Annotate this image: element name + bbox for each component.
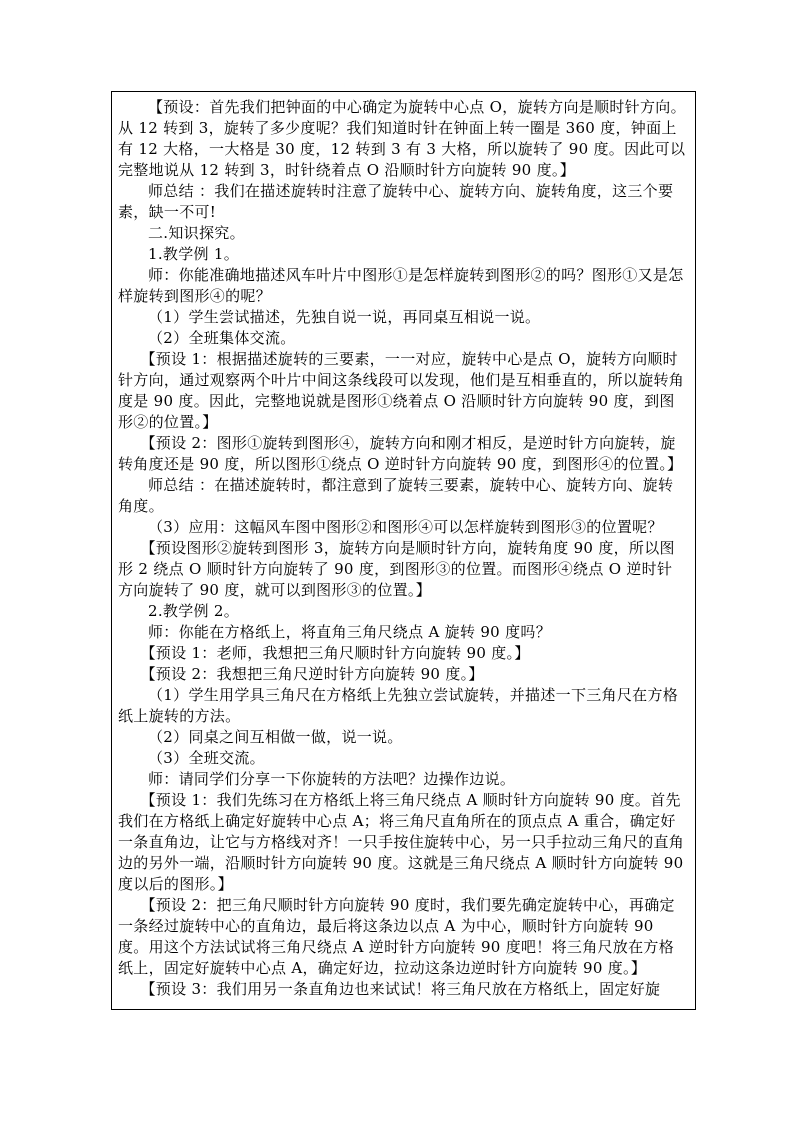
step-2-1: （1）学生用学具三角尺在方格纸上先独立尝试旋转，并描述一下三角尺在方格纸上旋转的方法。: [118, 686, 679, 725]
preset-2-example-2: 【预设 2：我想把三角尺逆时针方向旋转 90 度。】: [140, 665, 484, 683]
paragraph-teacher-summary-2: 师总结 ：在描述旋转时，都注意到了旋转三要素，旋转中心、旋转方向、旋转角度。: [118, 476, 674, 515]
paragraph-preset-clock: 【预设：首先我们把钟面的中心确定为旋转中心点 O，旋转方向是顺时针方向。从 12 转到 3，旋转了多少度呢？我们知道时针在钟面上转一圈是 360 度，钟面上有 12 大格，一大格是 30 度，12 转到 3 有 3 大格，所以旋转了 90 度。因此可以完整地说从 12 转到 3，时针绕着点 O 沿顺时针方向旋转 90 度。】: [118, 98, 686, 179]
paragraph-teacher-request: 师：请同学们分享一下你旋转的方法吧？边操作边说。: [148, 770, 516, 788]
paragraph-teacher-question-1: 师：你能准确地描述风车叶片中图形①是怎样旋转到图形②的吗？图形①又是怎样旋转到图形④的呢？: [118, 266, 684, 305]
preset-2-operation: 【预设 2：把三角尺顺时针方向旋转 90 度时，我们要先确定旋转中心，再确定一条经过旋转中心的直角边，最后将这条边以点 A 为中心，顺时针方向旋转 90 度。用这个方法试试将三角尺绕点 A 逆时针方向旋转 90 度吧！将三角尺放在方格纸上，固定好旋转中心点 A，确定好边，拉动这条边逆时针方向旋转 90 度。】: [118, 896, 675, 977]
preset-2-example-1: 【预设 2：图形①旋转到图形④，旋转方向和刚才相反，是逆时针方向旋转，旋转角度还是 90 度，所以图形①绕点 O 逆时针方向旋转 90 度，到图形④的位置。】: [118, 434, 683, 473]
example-1-heading: 1.教学例 1。: [148, 245, 240, 263]
paragraph-teacher-question-2: 师：你能在方格纸上，将直角三角尺绕点 A 旋转 90 度吗？: [148, 623, 551, 641]
step-1-1: （1）学生尝试描述，先独自说一说，再同桌互相说一说。: [148, 308, 541, 326]
preset-1-example-2: 【预设 1：老师，我想把三角尺顺时针方向旋转 90 度。】: [140, 644, 530, 662]
document-frame: [111, 91, 696, 1010]
step-2-2: （2）同桌之间互相做一做，说一说。: [148, 728, 403, 746]
step-1-3: （3）应用：这幅风车图中图形②和图形④可以怎样旋转到图形③的位置呢？: [148, 518, 663, 536]
step-1-2: （2）全班集体交流。: [148, 329, 296, 347]
section-heading-knowledge: 二.知识探究。: [148, 224, 245, 242]
step-2-3: （3）全班交流。: [148, 749, 265, 767]
preset-application: 【预设图形②旋转到图形 3，旋转方向是顺时针方向，旋转角度 90 度，所以图形 2 绕点 O 顺时针方向旋转了 90 度，到图形③的位置。而图形④绕点 O 逆时针方向旋转了 90 度，就可以到图形③的位置。】: [118, 539, 675, 599]
preset-3-operation: 【预设 3：我们用另一条直角边也来试试！将三角尺放在方格纸上，固定好旋: [140, 980, 661, 998]
document-text: [118, 97, 687, 1000]
example-2-heading: 2.教学例 2。: [148, 602, 240, 620]
paragraph-teacher-summary-1: 师总结 ：我们在描述旋转时注意了旋转中心、旋转方向、旋转角度，这三个要素，缺一不可!: [118, 182, 674, 221]
preset-1-operation: 【预设 1：我们先练习在方格纸上将三角尺绕点 A 顺时针方向旋转 90 度。首先我们在方格纸上确定好旋转中心点 A；将三角尺直角所在的顶点点 A 重合，确定好一条直角边，让它与方格线对齐！一只手按住旋转中心，另一只手拉动三角尺的直角边的另外一端，沿顺时针方向旋转 90 度。这就是三角尺绕点 A 顺时针方向旋转 90 度以后的图形。】: [118, 791, 685, 893]
preset-1-example-1: 【预设 1：根据描述旋转的三要素，一一对应，旋转中心是点 O，旋转方向顺时针方向，通过观察两个叶片中间这条线段可以发现，他们是互相垂直的，所以旋转角度是 90 度。因此，完整地说就是图形①绕着点 O 沿顺时针方向旋转 90 度，到图形②的位置。】: [118, 350, 685, 431]
